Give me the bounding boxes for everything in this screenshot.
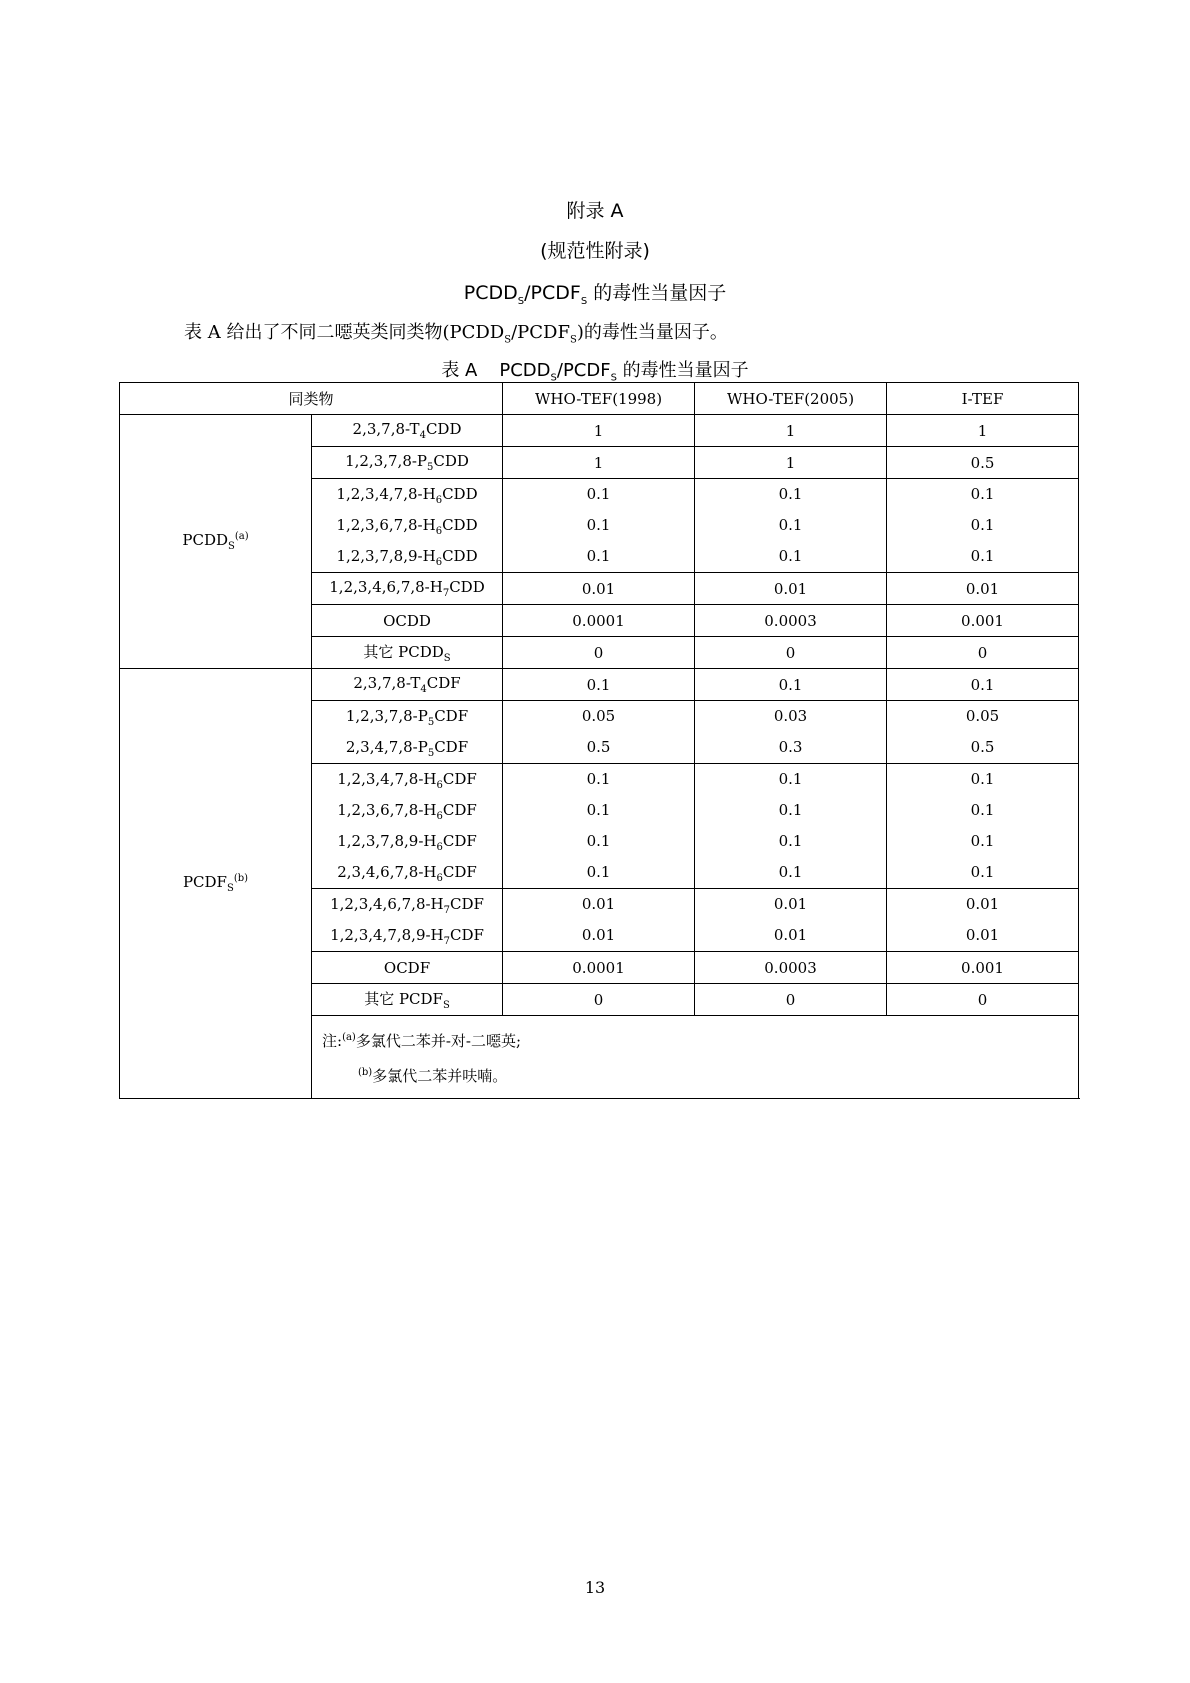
superscript: (a) <box>342 1032 356 1043</box>
value: 0.01 <box>965 926 1000 944</box>
congener-cell <box>312 447 503 479</box>
cell-text: 1,2,3,4,7,8-H <box>336 485 436 503</box>
cell-text: 2,3,7,8-T <box>353 674 421 692</box>
intro-text: )的毒性当量因子。 <box>576 322 728 343</box>
congener-cell: OCDF <box>312 952 503 984</box>
value-cell <box>503 889 695 952</box>
subscript: 7 <box>443 905 451 916</box>
value-cell: 0.001 <box>887 952 1079 984</box>
value-cell: 0 <box>887 637 1079 669</box>
header-who1998: WHO-TEF(1998) <box>503 383 695 415</box>
value: 0.1 <box>970 516 995 534</box>
cell-text: CDD <box>442 485 478 503</box>
cell-text: 2,3,4,6,7,8-H <box>337 863 437 881</box>
congener-cell <box>312 701 503 764</box>
value-cell: 0.01 <box>503 573 695 605</box>
group-label: PCDF <box>182 873 227 891</box>
table-notes <box>312 1016 1079 1099</box>
congener-cell: OCDD <box>312 605 503 637</box>
congener-cell <box>312 573 503 605</box>
value-cell <box>695 889 887 952</box>
caption-label: 表 A <box>441 360 478 381</box>
value: 0.03 <box>773 707 808 725</box>
value: 0.1 <box>778 485 803 503</box>
cell-text: CDD <box>433 452 469 470</box>
cell-text: CDF <box>450 895 484 913</box>
value: 0.1 <box>970 485 995 503</box>
cell-text: 1,2,3,7,8,9-H <box>336 547 436 565</box>
value-cell: 1 <box>503 447 695 479</box>
cell-text: CDF <box>442 770 477 788</box>
value-cell: 0 <box>887 984 1079 1016</box>
congener-cell <box>312 764 503 889</box>
value: 0.1 <box>970 770 995 788</box>
value: 0.1 <box>778 516 803 534</box>
value-cell: 0.0003 <box>695 952 887 984</box>
value-cell <box>503 701 695 764</box>
congener-cell <box>312 415 503 447</box>
group-label: PCDD <box>182 531 228 549</box>
cell-text: 1,2,3,7,8,9-H <box>337 832 437 850</box>
value: 0.1 <box>586 801 611 819</box>
value-cell: 0.1 <box>503 669 695 701</box>
cell-text: CDD <box>425 420 462 438</box>
value: 0.5 <box>970 738 995 756</box>
subscript: S <box>517 295 525 307</box>
section-title-part: PCDD <box>463 282 518 304</box>
congener-cell <box>312 889 503 952</box>
intro-text: 表 A 给出了不同二噁英类同类物(PCDD <box>184 322 505 343</box>
cell-text: 1,2,3,7,8-P <box>345 452 428 470</box>
value: 0.01 <box>773 926 808 944</box>
value: 0.01 <box>965 895 1000 913</box>
page-number: 13 <box>584 1578 606 1597</box>
value-cell: 0.1 <box>887 669 1079 701</box>
subscript: 6 <box>435 557 443 568</box>
subscript: 5 <box>427 717 435 728</box>
group-pcdf <box>120 669 312 1099</box>
note-line <box>322 1022 1078 1057</box>
table-row <box>120 415 1079 447</box>
value: 0.01 <box>581 926 616 944</box>
cell-text: 1,2,3,7,8-P <box>345 707 428 725</box>
cell-text: 1,2,3,4,6,7,8-H <box>329 578 443 596</box>
superscript: (a) <box>234 531 249 542</box>
value-cell: 0.0001 <box>503 952 695 984</box>
value-cell <box>695 764 887 889</box>
note-line <box>322 1057 1078 1092</box>
cell-text: 其它 PCDD <box>363 643 444 661</box>
value: 0.1 <box>586 547 611 565</box>
subscript: S <box>442 1000 450 1011</box>
subscript: 4 <box>420 684 427 695</box>
value-cell: 1 <box>887 415 1079 447</box>
note-text: 多氯代二苯并-对-二噁英; <box>355 1032 522 1050</box>
intro-paragraph <box>184 318 728 346</box>
value-cell <box>695 701 887 764</box>
value: 0.1 <box>586 770 611 788</box>
value-cell: 0.0001 <box>503 605 695 637</box>
subscript: S <box>228 541 235 552</box>
cell-text: CDD <box>442 547 478 565</box>
cell-text: 2,3,7,8-T <box>352 420 420 438</box>
appendix-title: 附录 A <box>566 200 624 222</box>
value-cell <box>887 764 1079 889</box>
value: 0.1 <box>586 485 611 503</box>
header-row <box>120 383 1079 415</box>
value: 0.01 <box>773 895 808 913</box>
subscript: 5 <box>427 462 434 473</box>
cell-text: CDF <box>434 707 469 725</box>
congener-cell <box>312 984 503 1016</box>
caption-text: PCDD <box>499 360 551 381</box>
subscript: 6 <box>435 526 443 537</box>
value: 0.1 <box>586 863 611 881</box>
group-pcdd <box>120 415 312 669</box>
value-cell: 1 <box>695 415 887 447</box>
header-congener: 同类物 <box>120 383 503 415</box>
subscript: 5 <box>427 748 435 759</box>
value-cell <box>887 479 1079 573</box>
value: 0.05 <box>965 707 1000 725</box>
value: 0.1 <box>970 863 995 881</box>
value-cell: 0 <box>503 984 695 1016</box>
value: 0.1 <box>970 801 995 819</box>
tef-table <box>119 382 1079 1099</box>
subscript: S <box>226 883 234 894</box>
value-cell: 0.1 <box>695 669 887 701</box>
value: 0.1 <box>970 832 995 850</box>
value: 0.01 <box>581 895 616 913</box>
value-cell: 0.5 <box>887 447 1079 479</box>
subscript: 4 <box>419 430 426 441</box>
cell-text: CDF <box>442 863 477 881</box>
subscript: 6 <box>436 842 443 853</box>
value-cell: 1 <box>503 415 695 447</box>
subscript: 6 <box>436 811 443 822</box>
congener-cell <box>312 637 503 669</box>
cell-text: 1,2,3,4,7,8-H <box>337 770 437 788</box>
congener-cell <box>312 479 503 573</box>
value: 0.1 <box>778 832 803 850</box>
value: 0.1 <box>586 832 611 850</box>
cell-text: CDF <box>434 738 469 756</box>
cell-text: CDF <box>442 801 477 819</box>
value: 0.1 <box>778 863 803 881</box>
congener-cell <box>312 669 503 701</box>
section-title <box>0 278 1190 307</box>
subscript: S <box>443 653 451 664</box>
subscript: S <box>580 295 588 307</box>
table-caption <box>0 356 1190 384</box>
note-text: 多氯代二苯并呋喃。 <box>372 1067 508 1085</box>
value: 0.1 <box>970 547 995 565</box>
value-cell: 0 <box>695 984 887 1016</box>
superscript: (b) <box>233 873 249 884</box>
value-cell: 0 <box>695 637 887 669</box>
value: 0.1 <box>778 770 803 788</box>
cell-text: 其它 PCDF <box>364 990 443 1008</box>
cell-text: 1,2,3,4,7,8,9-H <box>330 926 444 944</box>
subscript: S <box>569 334 577 346</box>
intro-text: /PCDF <box>511 322 570 343</box>
value-cell: 0.0003 <box>695 605 887 637</box>
subscript: S <box>504 334 512 346</box>
value-cell: 0 <box>503 637 695 669</box>
caption-text: 的毒性当量因子 <box>616 360 749 381</box>
table-row <box>120 669 1079 701</box>
value-cell <box>695 479 887 573</box>
appendix-type: (规范性附录) <box>540 240 650 262</box>
subscript: S <box>550 372 557 384</box>
note-label: 注: <box>322 1032 343 1050</box>
cell-text: CDF <box>426 674 461 692</box>
cell-text: 1,2,3,6,7,8-H <box>337 801 437 819</box>
value: 0.5 <box>586 738 611 756</box>
cell-text: CDD <box>442 516 478 534</box>
value-cell <box>503 764 695 889</box>
subscript: 6 <box>436 780 443 791</box>
header-itef: I-TEF <box>887 383 1079 415</box>
cell-text: 2,3,4,7,8-P <box>345 738 428 756</box>
value: 0.1 <box>778 801 803 819</box>
caption-text: /PCDF <box>556 360 611 381</box>
section-title-part: 的毒性当量因子 <box>587 282 727 304</box>
value-cell: 0.001 <box>887 605 1079 637</box>
value-cell: 1 <box>695 447 887 479</box>
cell-text: 1,2,3,6,7,8-H <box>336 516 436 534</box>
value-cell <box>887 889 1079 952</box>
superscript: (b) <box>358 1067 373 1078</box>
cell-text: 1,2,3,4,6,7,8-H <box>330 895 444 913</box>
subscript: 7 <box>442 588 450 599</box>
value-cell: 0.01 <box>695 573 887 605</box>
subscript: 6 <box>435 495 443 506</box>
value: 0.3 <box>778 738 803 756</box>
subscript: S <box>610 372 617 384</box>
value: 0.05 <box>581 707 616 725</box>
section-title-part: /PCDF <box>524 282 581 304</box>
value-cell: 0.01 <box>887 573 1079 605</box>
cell-text: CDF <box>450 926 484 944</box>
value-cell <box>503 479 695 573</box>
value: 0.1 <box>586 516 611 534</box>
value: 0.1 <box>778 547 803 565</box>
cell-text: CDF <box>442 832 477 850</box>
value-cell <box>887 701 1079 764</box>
subscript: 7 <box>443 936 451 947</box>
cell-text: CDD <box>449 578 485 596</box>
subscript: 6 <box>436 873 443 884</box>
header-who2005: WHO-TEF(2005) <box>695 383 887 415</box>
